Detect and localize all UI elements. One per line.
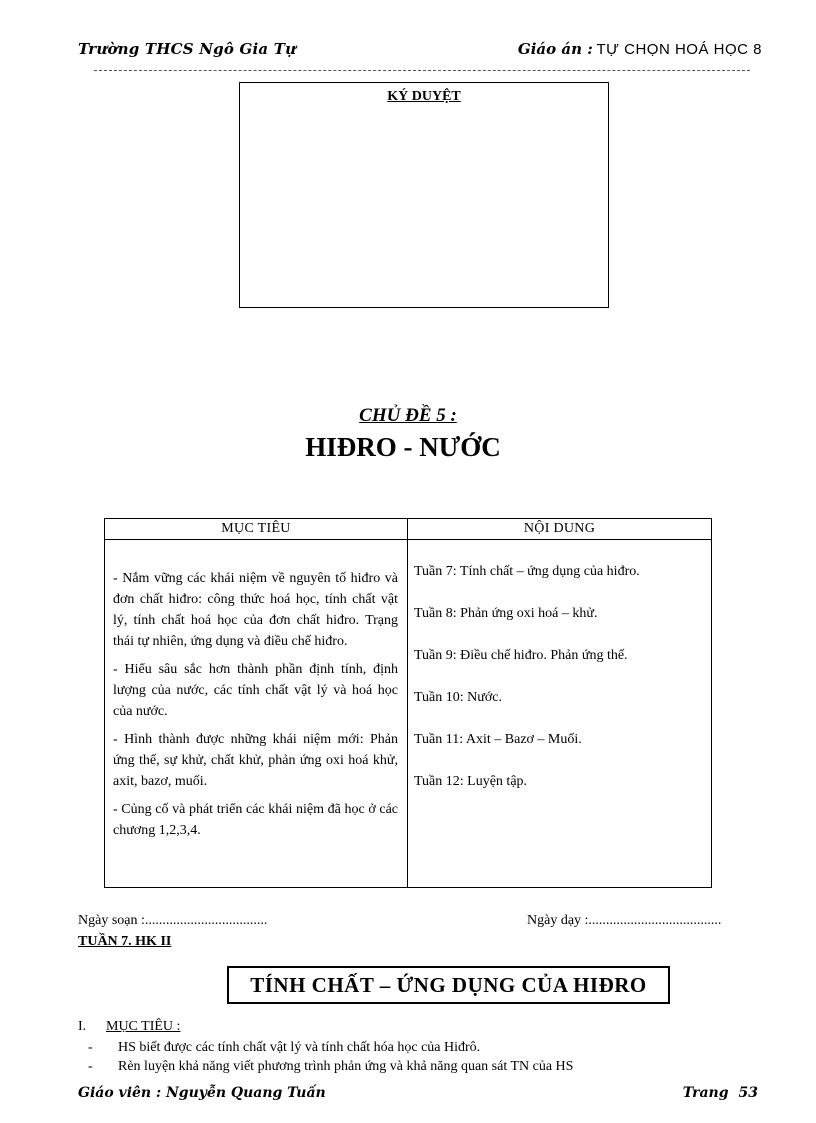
header-plan [518,40,762,59]
dash-bullet-icon: - [88,1059,93,1074]
section-heading [78,1019,180,1035]
list-item [88,1040,480,1056]
header-divider [94,70,750,71]
header-plan-label: Giáo án : [517,40,593,58]
content-item: Tuần 10: Nước. [414,690,502,705]
content-item: Tuần 11: Axit – Bazơ – Muối. [414,732,582,747]
list-item-text: Rèn luyện khả năng viết phương trình phản ứng và khả năng quan sát TN của HS [118,1059,574,1074]
dash-bullet-icon: - [88,1040,93,1055]
objective-item: - Hiểu sâu sắc hơn thành phần định tính, định lượng của nước, các tính chất vật lý và hoá học của nước. [113,662,398,719]
objectives-cell [105,540,408,888]
header-school: Trường THCS Ngô Gia Tự [78,40,297,58]
topic-label: CHỦ ĐỀ 5 : [359,405,457,426]
header-plan-title: TỰ CHỌN HOÁ HỌC 8 [596,41,762,58]
topic-title: HIĐRO - NƯỚC [305,432,501,462]
footer-page-number: 53 [738,1085,758,1101]
content-item: Tuần 7: Tính chất – ứng dụng của hiđro. [414,564,640,579]
contents-cell [408,540,712,888]
approval-box [239,82,609,308]
table-header-contents: NỘI DUNG [408,519,712,540]
content-item: Tuần 8: Phản ứng oxi hoá – khử. [414,606,598,621]
objectives-table [104,518,712,888]
objective-item: - Củng cố và phát triển các khái niệm đã học ở các chương 1,2,3,4. [113,802,398,838]
table-row [105,540,712,888]
lesson-title: TÍNH CHẤT – ỨNG DỤNG CỦA HIĐRO [227,966,670,1004]
prepared-date: Ngày soạn :................................... [78,913,268,928]
content-item: Tuần 12: Luyện tập. [414,774,528,789]
taught-date: Ngày dạy :...................................... [527,913,722,928]
footer-page-label: Trang [682,1085,729,1101]
section-label: MỤC TIÊU : [106,1019,181,1034]
approval-title: KÝ DUYỆT [387,89,461,104]
list-item [88,1059,573,1075]
content-item: Tuần 9: Điều chế hiđro. Phản ứng thế. [414,648,628,663]
section-number: I. [78,1019,87,1034]
footer-teacher: Giáo viên : Nguyễn Quang Tuấn [78,1085,326,1101]
list-item-text: HS biết được các tính chất vật lý và tính chất hóa học của Hiđrô. [118,1040,481,1055]
table-header-row [105,519,712,540]
week-heading: TUẦN 7. HK II [78,934,172,949]
objective-item: - Nắm vững các khái niệm về nguyên tố hiđro và đơn chất hiđro: công thức hoá học, tính chất vật lý, tính chất hoá học của đơn chất hiđro. Trạng thái tự nhiên, ứng dụng và điều chế hiđro. [113,571,398,649]
footer-page [683,1085,758,1101]
objective-item: - Hình thành được những khái niệm mới: Phản ứng thế, sự khử, chất khử, phản ứng oxi hoá khử, axit, bazơ, muối. [113,732,398,789]
table-header-objectives: MỤC TIÊU [105,519,408,540]
